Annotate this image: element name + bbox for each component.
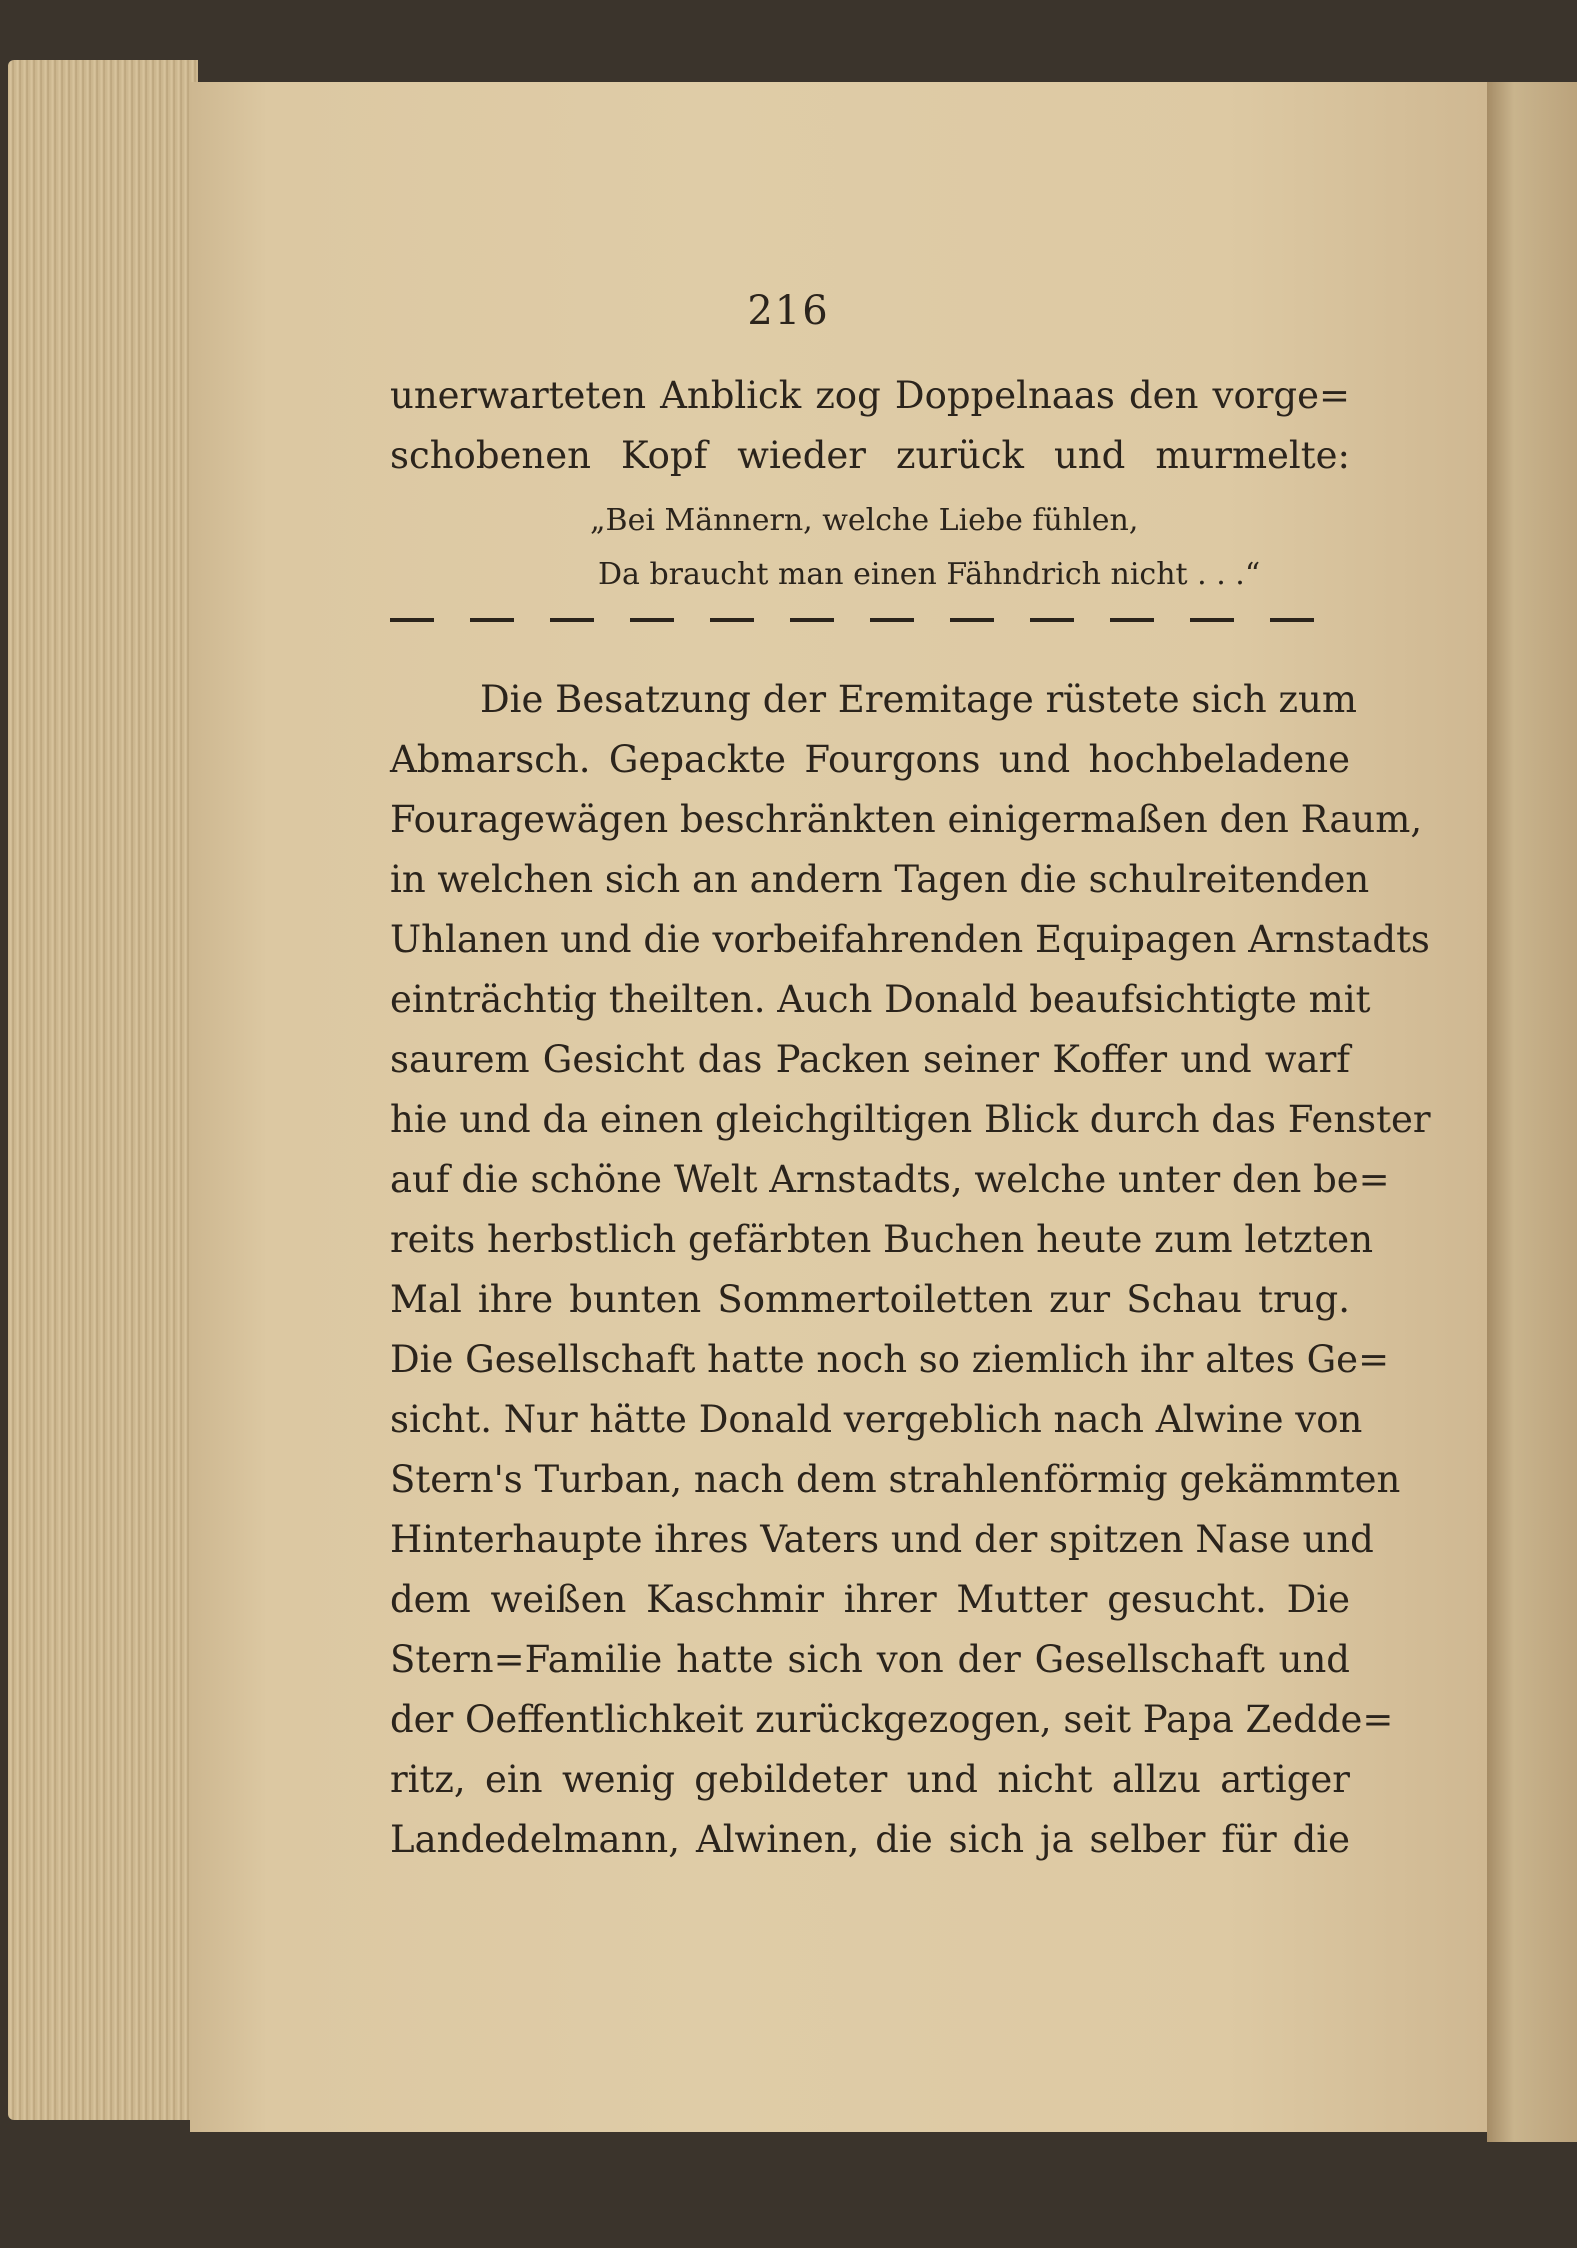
text-line: Mal ihre bunten Sommertoiletten zur Schau trug. [390, 1278, 1350, 1321]
text-line: Stern=Familie hatte sich von der Gesellschaft und [390, 1638, 1350, 1681]
left-page-stack [8, 60, 198, 2120]
text-line: dem weißen Kaschmir ihrer Mutter gesucht. Die [390, 1578, 1350, 1621]
text-line: Abmarsch. Gepackte Fourgons und hochbeladene [390, 738, 1350, 781]
text-line: einträchtig theilten. Auch Donald beaufsichtigte mit [390, 978, 1371, 1021]
text-line: unerwarteten Anblick zog Doppelnaas den vorge= [390, 374, 1350, 417]
verse-line: „Bei Männern, welche Liebe fühlen, [590, 503, 1139, 538]
text-line: in welchen sich an andern Tagen die schulreitenden [390, 858, 1370, 901]
text-line: schobenen Kopf wieder zurück und murmelte: [390, 434, 1350, 477]
text-line: hie und da einen gleichgiltigen Blick durch das Fenster [390, 1098, 1431, 1141]
text-line: sicht. Nur hätte Donald vergeblich nach Alwine von [390, 1398, 1363, 1441]
section-separator [390, 618, 1350, 622]
right-page-edge [1487, 82, 1577, 2142]
text-line: der Oeffentlichkeit zurückgezogen, seit Papa Zedde= [390, 1698, 1394, 1741]
text-line: Fouragewägen beschränkten einigermaßen den Raum, [390, 798, 1423, 841]
text-line: Die Besatzung der Eremitage rüstete sich zum [480, 678, 1357, 721]
text-line: Landedelmann, Alwinen, die sich ja selber für die [390, 1818, 1350, 1861]
text-line: Die Gesellschaft hatte noch so ziemlich ihr altes Ge= [390, 1338, 1390, 1381]
text-line: saurem Gesicht das Packen seiner Koffer und warf [390, 1038, 1350, 1081]
text-line: Uhlanen und die vorbeifahrenden Equipagen Arnstadts [390, 918, 1430, 961]
verse-line: Da braucht man einen Fähndrich nicht . . .“ [598, 557, 1261, 592]
page-number: 216 [747, 288, 830, 334]
text-line: Stern's Turban, nach dem strahlenförmig gekämmten [390, 1458, 1401, 1501]
text-line: ritz, ein wenig gebildeter und nicht allzu artiger [390, 1758, 1350, 1801]
text-line: auf die schöne Welt Arnstadts, welche unter den be= [390, 1158, 1390, 1201]
text-line: reits herbstlich gefärbten Buchen heute zum letzten [390, 1218, 1374, 1261]
text-line: Hinterhaupte ihres Vaters und der spitzen Nase und [390, 1518, 1374, 1561]
